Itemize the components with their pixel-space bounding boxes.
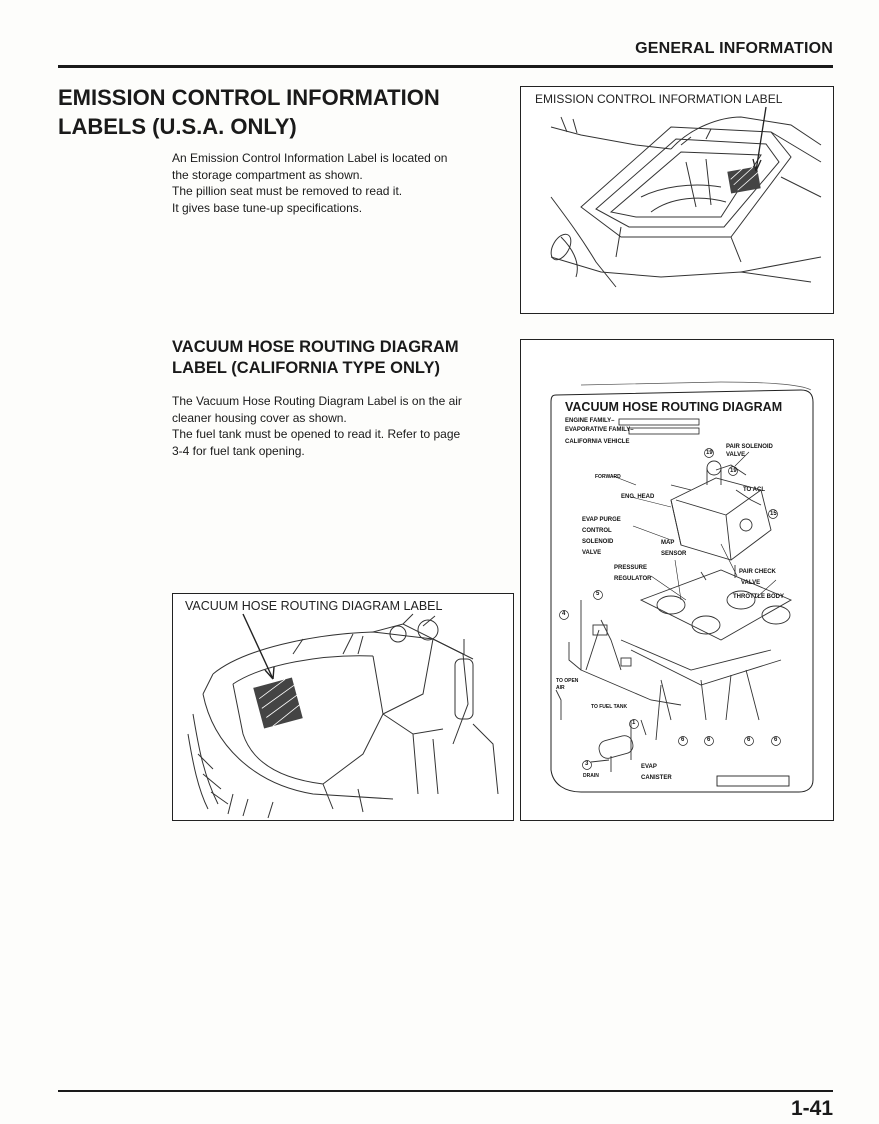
evaporative-family-label: EVAPORATIVE FAMILY– (565, 427, 634, 433)
evap-valve-label: VALVE (582, 550, 602, 556)
air-cleaner-illustration (173, 594, 513, 820)
part-number-19: 19 (706, 450, 713, 456)
text-line: The fuel tank must be opened to read it. Refer to page (172, 427, 461, 441)
vacuum-routing-diagram-figure (520, 339, 834, 821)
emission-section-title (58, 83, 498, 141)
drain-label: DRAIN (583, 773, 599, 779)
part-number-4: 4 (562, 611, 566, 617)
pair-check-label: PAIR CHECK (739, 569, 776, 575)
pressure-label: PRESSURE (614, 565, 648, 571)
vacuum-description (172, 393, 512, 459)
throttle-body-label: THROTTLE BODY (733, 594, 784, 600)
evap-purge-label: EVAP PURGE (582, 517, 621, 523)
evap-canister-name-label: CANISTER (641, 775, 672, 781)
routing-diagram-title: VACUUM HOSE ROUTING DIAGRAM (565, 400, 783, 414)
vehicle-label: CALIFORNIA VEHICLE (565, 439, 630, 445)
part-number-19: 19 (730, 468, 737, 474)
text-line: the storage compartment as shown. (172, 167, 363, 182)
pair-solenoid-valve-label: VALVE (726, 452, 746, 458)
figure-caption: EMISSION CONTROL INFORMATION LABEL (535, 92, 786, 106)
map-label: MAP (661, 540, 675, 546)
part-number-6: 6 (774, 737, 778, 743)
pair-solenoid-label: PAIR SOLENOID (726, 444, 773, 450)
to-open-label: TO OPEN (556, 678, 579, 684)
part-number-5: 5 (596, 591, 600, 597)
vacuum-label-figure (172, 593, 514, 821)
emission-title-line-1: EMISSION CONTROL INFORMATION (58, 85, 440, 110)
part-number-15: 15 (770, 511, 777, 517)
text-line: The pillion seat must be removed to read it. (172, 184, 403, 198)
emission-title-line-2: LABELS (U.S.A. ONLY) (58, 114, 297, 139)
engine-family-label: ENGINE FAMILY– (565, 418, 615, 424)
pair-check-valve-label: VALVE (741, 580, 761, 586)
part-number-6: 6 (747, 737, 751, 743)
part-number-6: 6 (681, 737, 685, 743)
vacuum-section-title (172, 337, 512, 379)
storage-compartment-illustration (521, 87, 833, 313)
text-line: 3-4 for fuel tank opening. (172, 443, 305, 458)
emission-label-figure (520, 86, 834, 314)
vacuum-title-line-2: LABEL (CALIFORNIA TYPE ONLY) (172, 359, 440, 377)
page-number: 1-41 (790, 1097, 833, 1120)
text-line: cleaner housing cover as shown. (172, 410, 347, 425)
text-line: An Emission Control Information Label is located on (172, 151, 448, 165)
text-line: The Vacuum Hose Routing Diagram Label is on the air (172, 394, 462, 408)
text-line: It gives base tune-up specifications. (172, 200, 363, 215)
to-acl-label: TO ACL (743, 487, 765, 493)
part-number-6: 6 (707, 737, 711, 743)
vacuum-title-line-1: VACUUM HOSE ROUTING DIAGRAM (172, 338, 459, 356)
part-number-3: 3 (585, 761, 589, 767)
to-open-air-label: AIR (556, 685, 565, 691)
evap-solenoid-label: SOLENOID (582, 539, 614, 545)
emission-description (172, 150, 512, 216)
pressure-regulator-label: REGULATOR (614, 576, 652, 582)
footer-rule (58, 1090, 833, 1092)
to-fuel-tank-label: TO FUEL TANK (591, 704, 628, 710)
figure-caption: VACUUM HOSE ROUTING DIAGRAM LABEL (185, 599, 446, 613)
section-title: GENERAL INFORMATION (635, 40, 833, 57)
forward-label: FORWARD (595, 474, 621, 480)
eng-head-label: ENG. HEAD (621, 494, 655, 500)
map-sensor-label: SENSOR (661, 551, 687, 557)
evap-canister-label: EVAP (641, 764, 657, 770)
evap-control-label: CONTROL (582, 528, 612, 534)
header-rule (58, 65, 833, 68)
part-number-1: 1 (632, 720, 636, 726)
